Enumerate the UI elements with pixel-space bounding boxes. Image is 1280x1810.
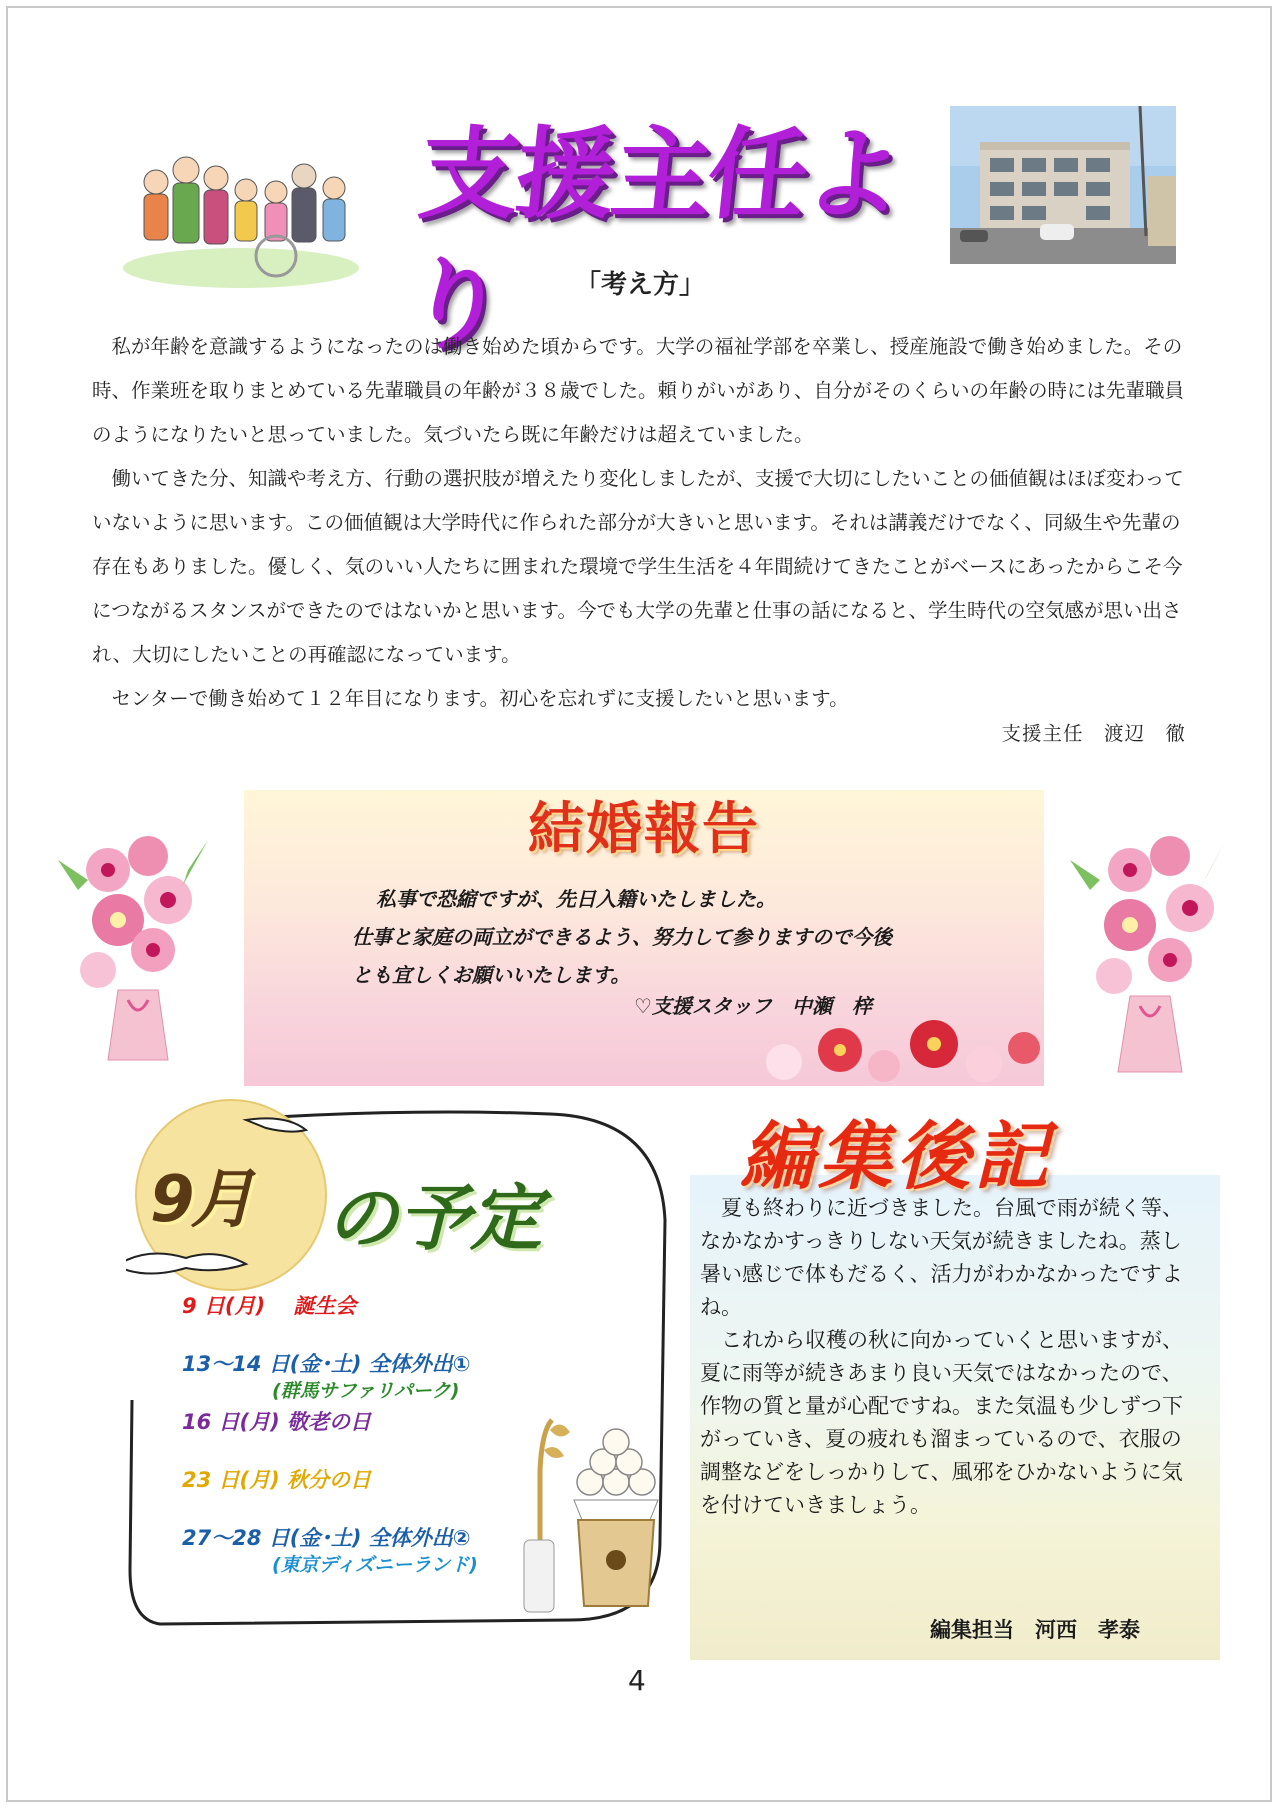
wedding-line: とも宜しくお願いいたします。	[352, 963, 631, 987]
schedule-date: 23 日(月)	[182, 1468, 280, 1492]
schedule-event: 敬老の日	[287, 1410, 372, 1434]
dango-offering-icon	[520, 1410, 670, 1620]
schedule-event: 全体外出①	[368, 1352, 471, 1376]
schedule-event: 誕生会	[293, 1294, 357, 1318]
schedule-date: 13～14 日(金･土)	[182, 1352, 362, 1376]
schedule-item	[182, 1522, 478, 1577]
wedding-line: 仕事と家庭の両立ができるよう、努力して参りますので今後	[352, 925, 892, 949]
page-title: 支援主任より	[400, 116, 907, 363]
essay-paragraph: 私が年齢を意識するようになったのは働き始めた頃からです。大学の福祉学部を卒業し、授産施設で働き始めました。その時、作業班を取りまとめている先輩職員の年齢が３８歳でした。頼りがいがあり、自分がそのくらいの年齢の時には先輩職員のようになりたいと思っていました。気づいたら既に年齢だけは超えていました。	[92, 335, 1185, 446]
flower-bouquet-icon	[58, 800, 216, 1070]
schedule-event: 全体外出②	[368, 1526, 471, 1550]
schedule-item	[182, 1406, 371, 1436]
essay-paragraph: 働いてきた分、知識や考え方、行動の選択肢が増えたり変化しましたが、支援で大切にしたいことの価値観はほぼ変わっていないように思います。この価値観は大学時代に作られた部分が大きいと思います。それは講義だけでなく、同級生や先輩の存在もありました。優しく、気のいい人たちに囲まれた環境で学生生活を４年間続けてきたことがベースにあったからこそ今につながるスタンスができたのではないかと思います。今でも大学の先輩と仕事の話になると、学生時代の空気感が思い出され、大切にしたいことの再確認になっています。	[92, 467, 1184, 666]
schedule-date: 16 日(月)	[182, 1410, 280, 1434]
schedule-title: の予定	[326, 1176, 543, 1260]
wedding-announcement	[244, 790, 1044, 1086]
schedule-item	[182, 1348, 471, 1403]
schedule-item	[182, 1464, 371, 1494]
building-photo	[950, 106, 1176, 264]
essay-body	[92, 325, 1192, 721]
schedule-sub: (東京ディズニーランド)	[272, 1554, 478, 1576]
postscript-paragraph: 夏も終わりに近づきました。台風で雨が続く等、なかなかすっきりしない天気が続きましたね。蒸し暑い感じで体もだるく、活力がわかなかったですよね。	[700, 1196, 1183, 1319]
postscript-signature: 編集担当 河西 孝泰	[930, 1618, 1140, 1642]
schedule-month: 9月	[150, 1163, 251, 1237]
essay-signature: 支援主任 渡辺 徹	[1001, 722, 1186, 745]
postscript-paragraph: これから収穫の秋に向かっていくと思いますが、夏に雨等が続きあまり良い天気ではなかったので、作物の質と量が心配ですね。また気温も少しずつ下がっていき、夏の疲れも溜まっているので、衣服の調整などをしっかりして、風邪をひかないように気を付けていきましょう。	[700, 1328, 1183, 1517]
schedule-event: 秋分の日	[287, 1468, 372, 1492]
essay-paragraph: センターで働き始めて１２年目になります。初心を忘れずに支援したいと思います。	[111, 687, 849, 710]
flowers-decoration-icon	[744, 990, 1044, 1086]
postscript-title: 編集後記	[740, 1114, 1052, 1200]
schedule-sub: (群馬サファリパーク)	[272, 1380, 460, 1402]
wedding-title: 結婚報告	[528, 797, 760, 862]
postscript-body	[700, 1192, 1184, 1522]
family-group-icon	[116, 130, 366, 290]
wedding-line: 私事で恐縮ですが、先日入籍いたしました。	[376, 887, 776, 911]
flower-bouquet-icon	[1070, 800, 1228, 1082]
schedule-date: 27～28 日(金･土)	[182, 1526, 362, 1550]
wedding-message	[352, 880, 972, 994]
schedule-date: 9 日(月)	[182, 1294, 266, 1318]
wedding-signature: ♡支援スタッフ 中瀬 梓	[634, 994, 872, 1018]
page-number: 4	[628, 1664, 646, 1697]
schedule-item	[182, 1290, 356, 1320]
essay-heading: 「考え方」	[574, 270, 705, 300]
